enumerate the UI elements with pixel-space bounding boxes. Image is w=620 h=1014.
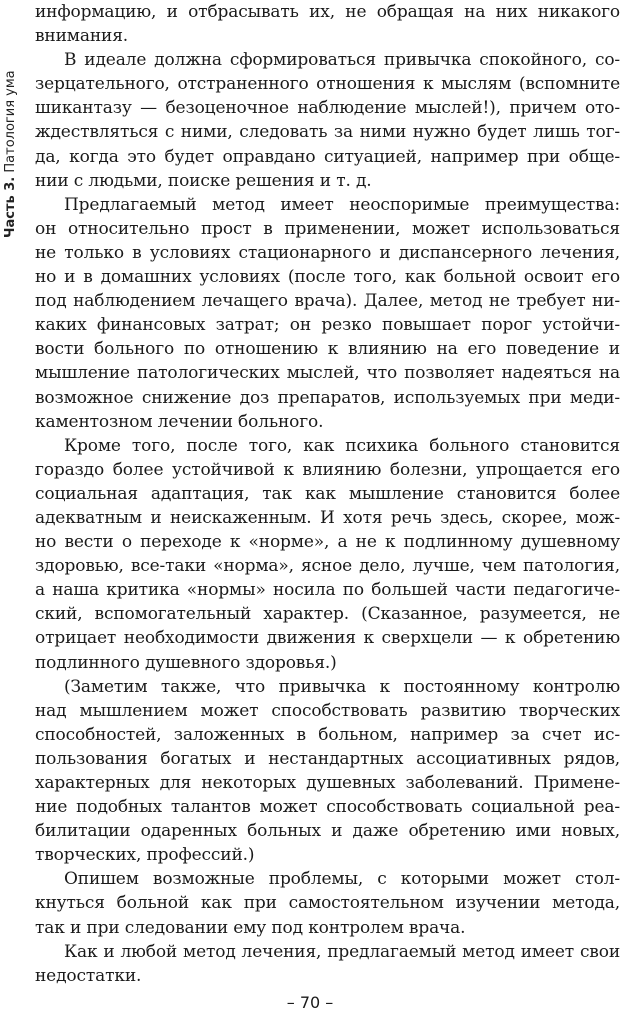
running-header-title: Патология ума xyxy=(3,70,18,173)
text-line: под наблюдением лечащего врача). Далее, метод не требует ни- xyxy=(35,291,620,312)
paragraph xyxy=(35,0,620,48)
text-line: а наша критика «нормы» носила по большей части педагогиче- xyxy=(35,580,620,601)
text-line: мышление патологических мыслей, что позволяет надеяться на xyxy=(35,363,620,384)
text-line: каментозном лечении больного. xyxy=(35,411,324,432)
text-line: информацию, и отбрасывать их, не обращая на них никакого xyxy=(35,2,620,22)
text-line: Опишем возможные проблемы, с которыми может стол- xyxy=(64,869,620,890)
text-line: гораздо более устойчивой к влиянию болезни, упрощается его xyxy=(35,459,620,480)
paragraph xyxy=(35,675,620,868)
running-header xyxy=(0,0,22,260)
page-number: – 70 – xyxy=(286,993,334,1012)
text-line: билитации одаренных больных и даже обретению ими новых, xyxy=(35,821,620,842)
text-line: характерных для некоторых душевных заболеваний. Примене- xyxy=(35,773,620,793)
text-line: здоровью, все-таки «норма», ясное дело, лучше, чем патология, xyxy=(35,556,620,577)
text-line: шикантазу — безоценочное наблюдение мыслей!), причем ото- xyxy=(35,98,620,119)
text-line: да, когда это будет оправдано ситуацией, например при обще- xyxy=(35,146,620,167)
text-line: подлинного душевного здоровья.) xyxy=(35,652,337,673)
text-line: творческих, профессий.) xyxy=(35,845,255,866)
text-line: способностей, заложенных в больном, например за счет ис- xyxy=(35,724,620,745)
text-line: ждествляться с ними, следовать за ними нужно будет лишь тог- xyxy=(35,122,620,143)
text-line: не только в условиях стационарного и диспансерного лечения, xyxy=(35,242,620,263)
text-line: недостатки. xyxy=(35,965,142,986)
paragraph xyxy=(35,867,620,939)
text-line: отрицает необходимости движения к сверхцели — к обретению xyxy=(35,628,620,649)
text-line: но и в домашних условиях (после того, как больной освоит его xyxy=(35,267,620,288)
text-line: так и при следовании ему под контролем врача. xyxy=(35,917,466,938)
text-line: каких финансовых затрат; он резко повышает порог устойчи- xyxy=(35,315,620,336)
text-line: ние подобных талантов может способствовать социальной реа- xyxy=(35,797,620,818)
text-line: над мышлением может способствовать развитию творческих xyxy=(35,700,620,721)
paragraph xyxy=(35,434,620,675)
text-line: зерцательного, отстраненного отношения к мыслям (вспомните xyxy=(35,74,620,95)
paragraph xyxy=(35,940,620,988)
paragraph xyxy=(35,48,620,193)
text-line: Как и любой метод лечения, предлагаемый метод имеет свои xyxy=(64,941,620,962)
text-line: Кроме того, после того, как психика больного становится xyxy=(64,435,620,456)
text-line: он относительно прост в применении, может использоваться xyxy=(35,218,620,239)
text-line: вости больного по отношению к влиянию на его поведение и xyxy=(35,339,620,360)
text-line: адекватным и неискаженным. И хотя речь здесь, скорее, мож- xyxy=(35,507,620,528)
running-header-part: Часть 3. xyxy=(3,176,18,238)
text-line: Предлагаемый метод имеет неоспоримые преимущества: xyxy=(64,194,620,215)
text-line: социальная адаптация, так как мышление становится более xyxy=(35,483,620,504)
text-line: внимания. xyxy=(35,26,129,47)
text-line: (Заметим также, что привычка к постоянному контролю xyxy=(64,676,620,697)
text-line: ский, вспомогательный характер. (Сказанное, разумеется, не xyxy=(35,604,620,625)
text-line: кнуться больной как при самостоятельном изучении метода, xyxy=(35,893,620,914)
text-line: В идеале должна сформироваться привычка спокойного, со- xyxy=(64,50,620,71)
text-line: пользования богатых и нестандартных ассоциативных рядов, xyxy=(35,748,620,769)
text-line: но вести о переходе к «норме», а не к подлинному душевному xyxy=(35,532,620,553)
paragraph xyxy=(35,193,620,434)
text-line: нии с людьми, поиске решения и т. д. xyxy=(35,170,372,191)
text-line: возможное снижение доз препаратов, используемых при меди- xyxy=(35,387,620,408)
body-text xyxy=(35,0,620,988)
